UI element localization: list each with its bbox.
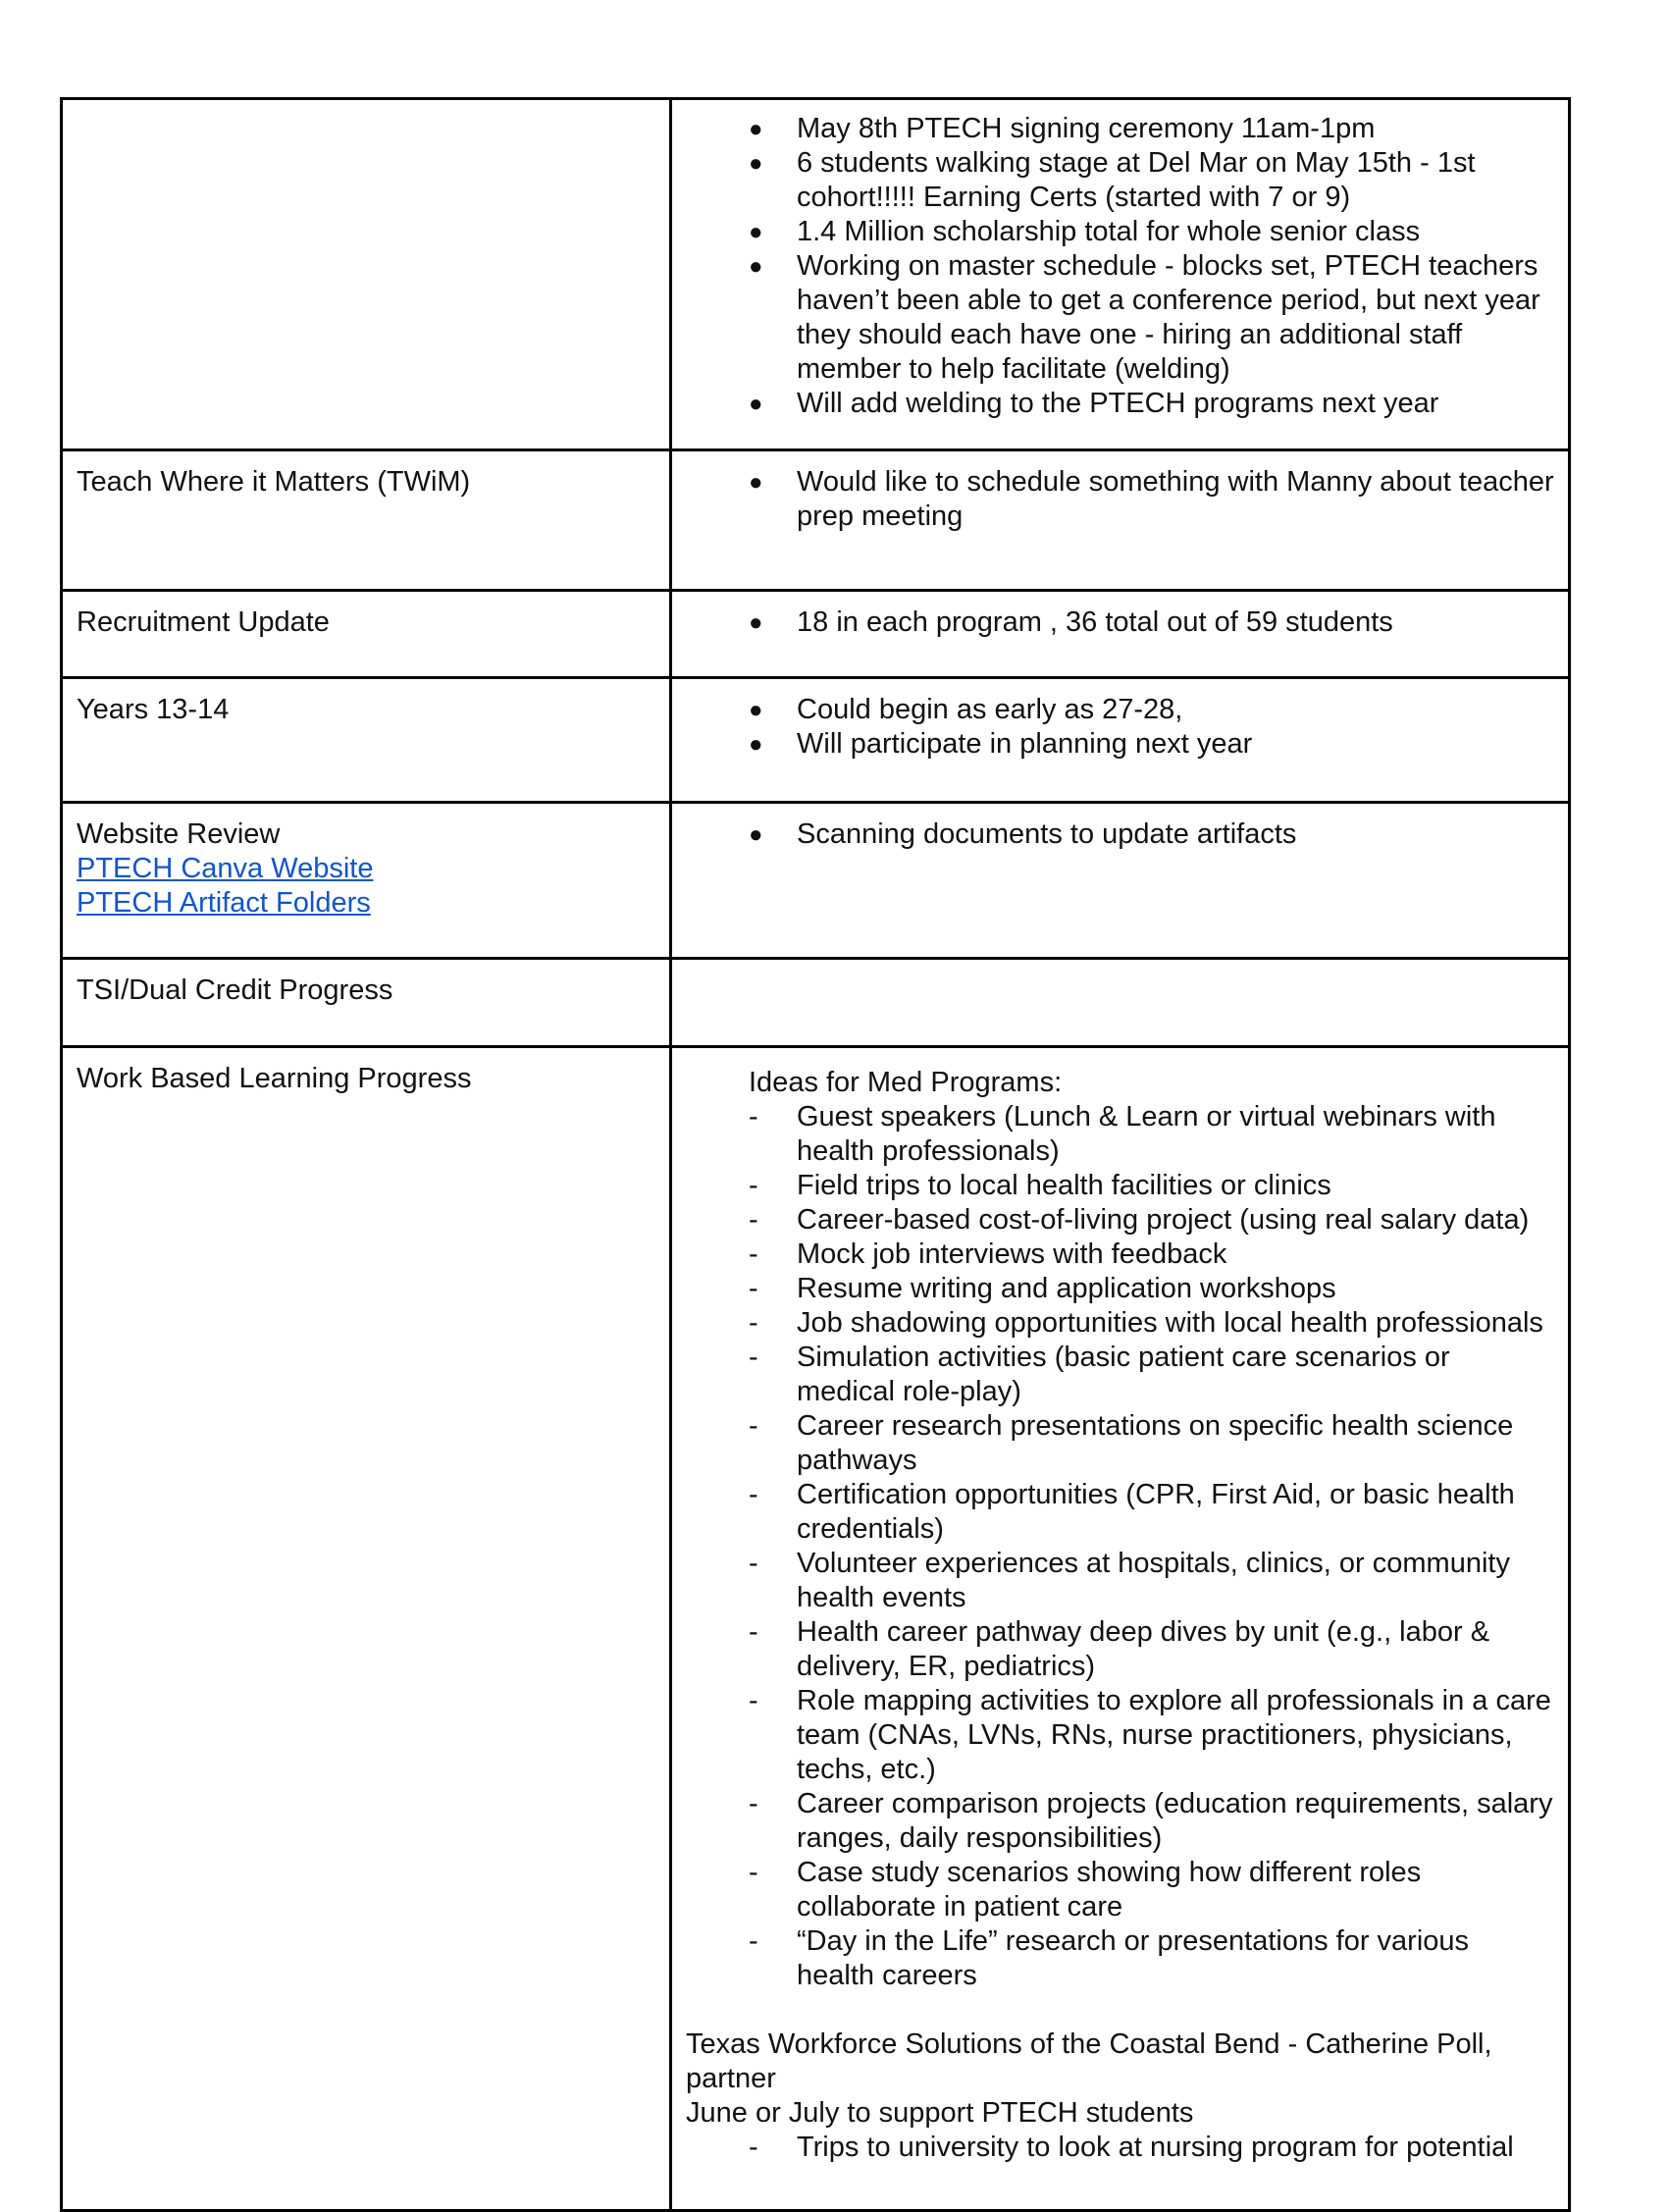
workforce-timing-line: June or July to support PTECH students — [686, 2097, 1194, 2129]
bullet-icon: ● — [749, 697, 763, 723]
bullet-icon: ● — [749, 150, 763, 177]
list-item: - Simulation activities (basic patient care scenarios or medical role-play) — [749, 1342, 1450, 1407]
dash-icon: - — [749, 2132, 758, 2163]
topic-cell: Teach Where it Matters (TWiM) — [62, 450, 671, 591]
list-item: - Field trips to local health facilities or clinics — [749, 1170, 1331, 1201]
dash-icon: - — [749, 1857, 758, 1888]
list-item: - Role mapping activities to explore all professionals in a care team (CNAs, LVNs, RNs, nurse practitioners, physicians, techs, etc.) — [749, 1685, 1551, 1785]
list-item: ● Would like to schedule something with Manny about teacher prep meeting — [749, 466, 1554, 532]
dash-icon: - — [749, 1307, 758, 1339]
list-item: - Guest speakers (Lunch & Learn or virtual webinars with health professionals) — [749, 1101, 1496, 1167]
list-item: ● Working on master schedule - blocks set, PTECH teachers haven’t been able to get a conference period, but next year they should each have one - hiring an additional staff member to help facilitate (welding) — [749, 250, 1540, 385]
bullet-icon: ● — [749, 609, 763, 636]
dash-icon: - — [749, 1170, 758, 1201]
bullet-icon: ● — [749, 253, 763, 280]
list-item: - Trips to university to look at nursing program for potential — [749, 2132, 1514, 2163]
list-item: - Mock job interviews with feedback — [749, 1238, 1227, 1270]
dash-icon: - — [749, 1685, 758, 1716]
list-item: - Certification opportunities (CPR, First Aid, or basic health credentials) — [749, 1479, 1515, 1545]
topic-cell: Work Based Learning Progress — [62, 1047, 671, 2211]
list-item: - “Day in the Life” research or presentations for various health careers — [749, 1925, 1470, 1991]
bullet-icon: ● — [749, 219, 763, 245]
topic-cell — [62, 803, 671, 959]
notes-cell — [671, 959, 1570, 1047]
table-row — [62, 678, 1570, 803]
list-item: - Career comparison projects (education requirements, salary ranges, daily responsibilities) — [749, 1788, 1553, 1854]
dash-icon: - — [749, 1342, 758, 1373]
workforce-list — [686, 2131, 1554, 2165]
topic-cell: Recruitment Update — [62, 591, 671, 678]
list-item: - Volunteer experiences at hospitals, clinics, or community health events — [749, 1548, 1510, 1613]
list-item: - Job shadowing opportunities with local health professionals — [749, 1307, 1543, 1339]
spacer — [686, 1993, 1554, 2028]
notes-cell — [671, 450, 1570, 591]
table-row — [62, 1047, 1570, 2211]
bullet-icon: ● — [749, 821, 763, 848]
bullet-icon: ● — [749, 391, 763, 417]
list-item: - Career-based cost-of-living project (using real salary data) — [749, 1204, 1530, 1236]
table-row — [62, 99, 1570, 450]
notes-list — [686, 606, 1554, 640]
dash-icon: - — [749, 1788, 758, 1819]
notes-cell — [671, 678, 1570, 803]
list-item: ● Scanning documents to update artifacts — [749, 818, 1297, 850]
med-ideas-list — [686, 1100, 1554, 1993]
artifact-folders-link[interactable]: PTECH Artifact Folders — [77, 887, 371, 919]
notes-cell — [671, 803, 1570, 959]
bullet-icon: ● — [749, 469, 763, 496]
canva-website-link[interactable]: PTECH Canva Website — [77, 853, 374, 884]
list-item: ● Will participate in planning next year — [749, 728, 1253, 760]
topic-cell: Years 13-14 — [62, 678, 671, 803]
notes-cell — [671, 1047, 1570, 2211]
notes-list — [686, 112, 1554, 421]
topic-cell — [62, 99, 671, 450]
notes-cell — [671, 591, 1570, 678]
table-row — [62, 803, 1570, 959]
bullet-icon: ● — [749, 731, 763, 758]
dash-icon: - — [749, 1410, 758, 1442]
topic-cell: TSI/Dual Credit Progress — [62, 959, 671, 1047]
list-item: - Career research presentations on specific health science pathways — [749, 1410, 1514, 1476]
notes-list — [686, 693, 1554, 762]
list-item: ● 6 students walking stage at Del Mar on May 15th - 1st cohort!!!!! Earning Certs (started with 7 or 9) — [749, 147, 1476, 213]
list-item: - Case study scenarios showing how different roles collaborate in patient care — [749, 1857, 1422, 1922]
workforce-partner-line: Texas Workforce Solutions of the Coastal Bend - Catherine Poll, partner — [686, 2028, 1492, 2094]
table-row — [62, 450, 1570, 591]
list-item: ● 1.4 Million scholarship total for whole senior class — [749, 216, 1421, 247]
dash-icon: - — [749, 1204, 758, 1236]
list-item: - Resume writing and application workshops — [749, 1273, 1336, 1304]
notes-list — [686, 817, 1554, 852]
notes-cell — [671, 99, 1570, 450]
dash-icon: - — [749, 1479, 758, 1510]
list-item: - Health career pathway deep dives by unit (e.g., labor & delivery, ER, pediatrics) — [749, 1616, 1490, 1682]
dash-icon: - — [749, 1925, 758, 1957]
dash-icon: - — [749, 1101, 758, 1132]
table-row — [62, 591, 1570, 678]
list-item: ● 18 in each program , 36 total out of 59 students — [749, 606, 1393, 638]
dash-icon: - — [749, 1238, 758, 1270]
meeting-notes-table — [60, 97, 1571, 2212]
bullet-icon: ● — [749, 116, 763, 142]
list-item: ● Will add welding to the PTECH programs next year — [749, 388, 1439, 419]
dash-icon: - — [749, 1273, 758, 1304]
dash-icon: - — [749, 1548, 758, 1579]
list-item: ● Could begin as early as 27-28, — [749, 694, 1183, 725]
topic-label: Website Review — [77, 818, 281, 850]
med-programs-heading: Ideas for Med Programs: — [749, 1067, 1063, 1098]
dash-icon: - — [749, 1616, 758, 1648]
list-item: ● May 8th PTECH signing ceremony 11am-1pm — [749, 113, 1376, 144]
notes-list — [686, 465, 1554, 534]
table-row — [62, 959, 1570, 1047]
